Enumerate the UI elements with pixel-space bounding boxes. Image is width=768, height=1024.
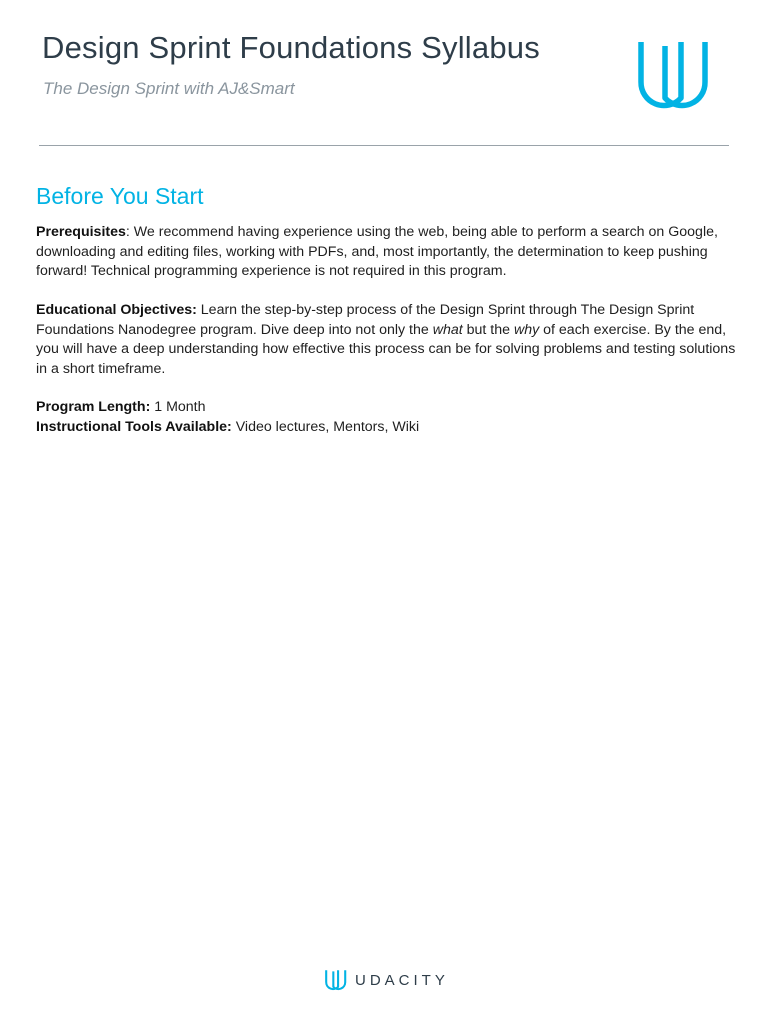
prerequisites-text: We recommend having experience using the web, being able to perform a search on Google, downloading and editing files, working with PDFs, and, most importantly, the determination to keep pushing forward! Technical programming experience is not required in this program. — [36, 224, 718, 279]
objectives-text-middle: but the — [462, 321, 514, 338]
objectives-text-after: of each exercise. By the end, you will have a deep understanding how effective this process can be for solving problems and testing solutions in a short timeframe. — [36, 321, 736, 377]
header-divider — [39, 145, 729, 146]
objectives-text-before: Learn the step-by-step process of the Design Sprint through The Design Sprint Foundations Nanodegree program. Dive deep into not only the — [36, 302, 695, 338]
footer-brand — [325, 968, 449, 992]
prerequisites-label: Prerequisites — [36, 224, 126, 240]
tools-value: Video lectures, Mentors, Wiki — [231, 418, 420, 435]
program-length-value: 1 Month — [150, 399, 206, 415]
objectives-em-why: why — [513, 321, 540, 338]
section-heading: Before You Start — [36, 183, 204, 209]
tools-line — [36, 418, 736, 438]
program-details — [36, 398, 736, 437]
program-length-line — [36, 398, 736, 418]
udacity-logo-icon — [325, 969, 347, 991]
page-title: Design Sprint Foundations Syllabus — [42, 30, 540, 65]
footer-wordmark: UDACITY — [355, 971, 449, 989]
tools-label: Instructional Tools Available: — [36, 418, 232, 435]
udacity-logo-icon — [637, 38, 711, 112]
objectives-em-what: what — [432, 321, 463, 338]
program-length-label: Program Length: — [36, 399, 151, 415]
objectives-label: Educational Objectives: — [36, 302, 197, 318]
prerequisites-separator: : — [125, 224, 134, 240]
page-subtitle: The Design Sprint with AJ&Smart — [43, 79, 295, 98]
prerequisites-paragraph — [36, 223, 736, 282]
objectives-paragraph — [36, 301, 736, 379]
